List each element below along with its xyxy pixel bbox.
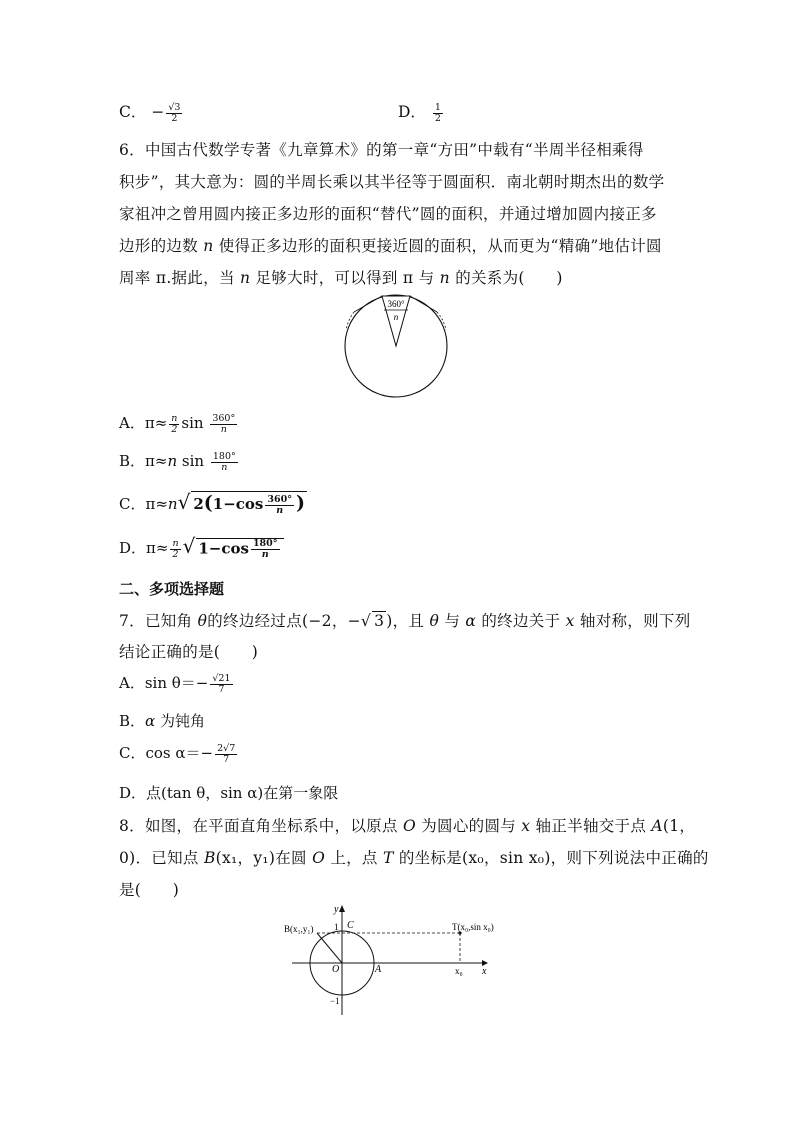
q7-line-2: 结论正确的是( ) bbox=[119, 643, 259, 661]
q8-label-c: C bbox=[347, 920, 354, 931]
q8-O-2: O bbox=[312, 849, 326, 867]
q6-line-5-b: 足够大时，可以得到 π 与 bbox=[250, 269, 440, 287]
q5-option-d-fraction bbox=[433, 103, 443, 124]
q6-option-b-fn: sin bbox=[181, 452, 205, 470]
q6-polygon-edge-left bbox=[354, 296, 382, 312]
q8-O: O bbox=[403, 817, 417, 835]
q8-coordinate-figure bbox=[282, 900, 522, 1020]
q7-alpha: α bbox=[465, 612, 477, 630]
q6-option-c-pi: π≈ bbox=[145, 495, 168, 513]
q8-line-2 bbox=[119, 846, 709, 868]
q6-line-5-c: 的关系为( ) bbox=[449, 269, 563, 287]
q8-line-1-a: 8．如图，在平面直角坐标系中，以原点 bbox=[119, 817, 403, 835]
q5-option-c-label: C． bbox=[119, 103, 147, 121]
q8-line-2-c: 上，点 bbox=[325, 849, 383, 867]
q8-line-1 bbox=[119, 814, 695, 836]
q7-option-c-num: 2√7 bbox=[217, 742, 236, 754]
q5-option-c-fraction bbox=[166, 103, 182, 124]
q6-line-5-n2: n bbox=[439, 269, 450, 287]
q6-option-a-arg-den: n bbox=[220, 423, 227, 435]
q7-line-1-d: 与 bbox=[439, 612, 466, 630]
q7-option-a-den: 7 bbox=[218, 683, 225, 695]
q8-label-a: A bbox=[375, 964, 382, 975]
q6-option-d-coef bbox=[170, 539, 180, 560]
q7-option-d bbox=[119, 782, 338, 803]
q6-line-5 bbox=[119, 266, 563, 288]
q6-option-d-inner-b: 1−cos bbox=[198, 539, 249, 557]
q8-y-axis-arrow bbox=[339, 905, 345, 912]
q6-option-c-inner-b: 1−cos bbox=[212, 495, 264, 513]
q7-option-c bbox=[119, 742, 239, 764]
q6-dashed-arc-right bbox=[437, 312, 446, 330]
q6-option-d-arg-den: n bbox=[261, 548, 269, 560]
q7-line-1-f: 轴对称，则下列 bbox=[574, 612, 691, 630]
q6-option-d-arg bbox=[251, 539, 280, 560]
q8-line-2-d: 的坐标是(x₀，sin x₀)，则下列说法中正确的 bbox=[393, 849, 709, 867]
q8-radius-ob bbox=[317, 933, 342, 963]
q6-line-2: 积步”，其大意为：圆的半周长乘以其半径等于圆面积．南北朝时期杰出的数学 bbox=[119, 173, 665, 191]
q7-option-a-num: √21 bbox=[212, 672, 231, 684]
q7-option-c-fraction bbox=[215, 744, 237, 765]
q7-option-b-alpha: α bbox=[145, 712, 156, 730]
q6-option-a-arg-num: 360° bbox=[212, 412, 236, 424]
q5-option-c bbox=[119, 100, 184, 123]
q6-option-c-label: C． bbox=[119, 495, 146, 513]
q6-line-3: 家祖冲之曾用圆内接正多边形的面积“替代”圆的面积，并通过增加圆内接正多 bbox=[119, 205, 657, 223]
q8-label-x0: x₀ bbox=[455, 966, 463, 976]
q6-option-b-coef: n bbox=[167, 452, 178, 470]
q5-option-c-den: 2 bbox=[171, 112, 178, 124]
q8-x: x bbox=[521, 817, 531, 835]
q6-circle-figure bbox=[340, 290, 455, 400]
q6-option-a bbox=[119, 412, 239, 434]
q6-angle-den: n bbox=[393, 312, 399, 322]
q8-label-t: T(x₀,sin x₀) bbox=[452, 922, 494, 932]
q7-option-a-fraction bbox=[210, 674, 232, 695]
q8-T: T bbox=[382, 849, 394, 867]
q6-polygon-edge-right bbox=[410, 296, 437, 312]
q6-line-4-n: n bbox=[203, 237, 214, 255]
q7-line-1-c: )，且 bbox=[386, 612, 430, 630]
q7-line-1-b: 的终边经过点(−2，− bbox=[207, 612, 361, 630]
q8-label-one: 1 bbox=[334, 922, 339, 932]
q6-line-4-a: 边形的边数 bbox=[119, 237, 204, 255]
q6-option-d bbox=[119, 534, 284, 559]
q6-line-4 bbox=[119, 234, 662, 256]
q6-option-a-label: A． bbox=[119, 414, 145, 432]
q6-option-a-coef-den: 2 bbox=[171, 423, 178, 435]
q8-label-o: O bbox=[332, 964, 340, 975]
q6-angle-label: 360° bbox=[387, 299, 405, 309]
q7-line-1-a: 7．已知角 bbox=[119, 612, 198, 630]
q5-option-d bbox=[398, 100, 445, 123]
q8-label-b: B(x₁,y₁) bbox=[284, 924, 314, 934]
q8-line-1-d: (1， bbox=[662, 817, 696, 835]
q8-B: B bbox=[203, 849, 216, 867]
q6-line-4-b: 使得正多边形的面积更接近圆的面积，从而更为“精确”地估计圆 bbox=[213, 237, 662, 255]
q6-option-b-arg-den: n bbox=[221, 461, 228, 473]
q6-option-d-radicand bbox=[196, 538, 283, 560]
q7-option-a bbox=[119, 672, 235, 694]
q6-option-b-pi: π≈ bbox=[145, 452, 168, 470]
q6-option-d-arg-num: 180° bbox=[252, 537, 278, 549]
q6-dashed-arc-left bbox=[346, 312, 354, 330]
q6-line-1: 6．中国古代数学专著《九章算术》的第一章“方田”中载有“半周半径相乘得 bbox=[119, 141, 644, 159]
q6-option-d-pi: π≈ bbox=[146, 539, 169, 557]
q8-A: A bbox=[651, 817, 663, 835]
q7-radical: √ bbox=[360, 612, 372, 630]
q6-option-a-coef bbox=[169, 414, 179, 435]
q7-line-1 bbox=[119, 609, 691, 631]
q7-line-1-e: 的终边关于 bbox=[476, 612, 566, 630]
q5-option-d-label: D． bbox=[398, 103, 426, 121]
q7-option-b-text: 为钝角 bbox=[159, 712, 205, 730]
q6-option-d-coef-den: 2 bbox=[172, 548, 179, 560]
q8-label-y: y bbox=[334, 904, 339, 915]
q7-option-c-label: C． bbox=[119, 744, 146, 762]
q6-option-d-coef-num: n bbox=[172, 537, 179, 549]
q7-option-b bbox=[119, 710, 205, 731]
q8-line-2-a: 0)．已知点 bbox=[119, 849, 204, 867]
q8-line-1-c: 轴正半轴交于点 bbox=[530, 817, 652, 835]
q6-option-a-pi: π≈ bbox=[144, 414, 168, 432]
q7-option-a-text: sin θ＝− bbox=[144, 674, 209, 692]
q7-theta-2: θ bbox=[429, 612, 440, 630]
q6-option-c-arg bbox=[265, 495, 294, 516]
q6-option-c-coef: n bbox=[167, 495, 178, 513]
q6-option-b-arg-num: 180° bbox=[212, 450, 236, 462]
q7-option-c-text: cos α＝− bbox=[145, 744, 214, 762]
q8-line-2-b: (x₁，y₁)在圆 bbox=[215, 849, 313, 867]
q7-x: x bbox=[565, 612, 575, 630]
q6-option-d-radical: √ bbox=[182, 534, 196, 558]
q8-line-3: 是( ) bbox=[119, 881, 180, 899]
q7-option-d-text: 点(tan θ，sin α)在第一象限 bbox=[146, 784, 339, 802]
q6-line-5-n: n bbox=[239, 269, 251, 287]
q7-option-b-label: B． bbox=[119, 712, 146, 730]
q8-label-neg-one: −1 bbox=[330, 996, 340, 1006]
q8-label-x: x bbox=[482, 966, 487, 977]
q6-option-a-fn: sin bbox=[181, 414, 204, 432]
q5-option-c-sign: − bbox=[151, 103, 165, 121]
q6-option-b bbox=[119, 450, 240, 472]
q5-option-c-num: √3 bbox=[168, 101, 181, 113]
q6-option-c bbox=[119, 490, 307, 515]
q8-line-1-b: 为圆心的圆与 bbox=[416, 817, 522, 835]
q7-option-d-label: D． bbox=[119, 784, 147, 802]
q5-option-d-den: 2 bbox=[434, 112, 441, 124]
q6-option-c-arg-den: n bbox=[276, 504, 284, 516]
q6-line-5-a: 周率 π.据此，当 bbox=[119, 269, 240, 287]
q6-option-d-label: D． bbox=[119, 539, 147, 557]
q7-theta: θ bbox=[197, 612, 208, 630]
q6-option-b-label: B． bbox=[119, 452, 146, 470]
q6-option-a-arg bbox=[210, 414, 237, 435]
q6-option-a-coef-num: n bbox=[171, 412, 178, 424]
q6-option-c-inner-a: 2 bbox=[193, 495, 204, 513]
q6-option-c-arg-num: 360° bbox=[267, 493, 292, 505]
q6-option-c-radicand: 2(1−cos $\frac{360^\circ}{n}$ ) bbox=[193, 492, 305, 516]
q7-option-a-label: A． bbox=[119, 674, 145, 692]
q5-option-d-num: 1 bbox=[434, 101, 441, 113]
q7-sqrt3: 3 bbox=[374, 612, 385, 630]
section-heading: 二、多项选择题 bbox=[119, 580, 225, 598]
q7-option-c-den: 7 bbox=[223, 753, 230, 765]
q6-option-b-arg bbox=[211, 452, 238, 473]
q6-option-c-radical: √ bbox=[177, 490, 191, 514]
